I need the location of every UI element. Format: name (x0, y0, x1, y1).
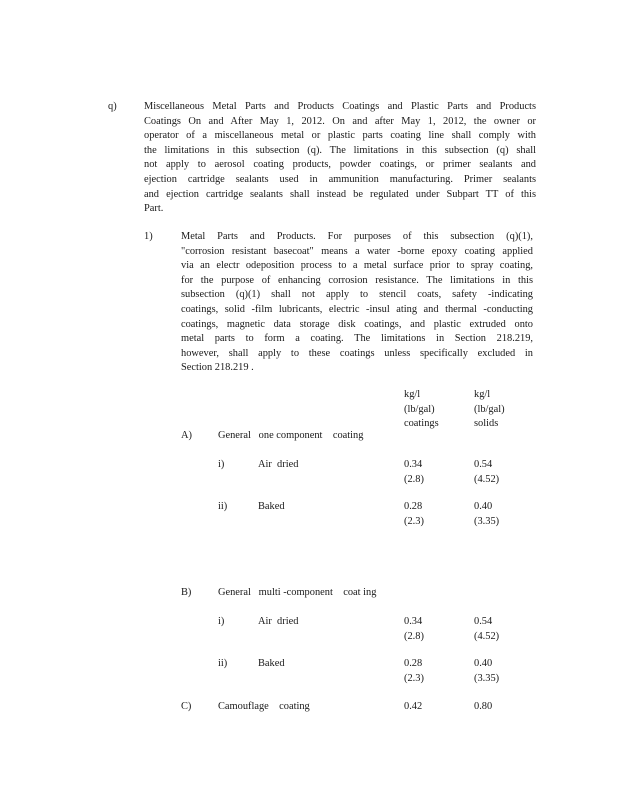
section-q-marker: q) (108, 101, 117, 112)
header-line: (lb/gal) (474, 403, 505, 415)
header-line: (lb/gal) (404, 403, 435, 415)
b-ii-solids-value (474, 657, 499, 686)
value-line: 0.54 (474, 459, 493, 470)
b-ii-label: Baked (258, 658, 285, 669)
paragraph-line: ejection cartridge sealants used in ammunition manufacturing. Primer sealants (144, 173, 536, 185)
paragraph-line: and ejection cartridge sealants shall instead be regulated under Subpart TT of this (144, 188, 536, 200)
header-line: kg/l (474, 389, 491, 400)
value-line: 0.40 (474, 658, 493, 669)
header-line: coatings (404, 418, 439, 430)
a-i-solids-value (474, 458, 499, 487)
b-i-marker: i) (218, 616, 225, 627)
value-line: (2.3) (404, 672, 424, 684)
header-line: kg/l (404, 389, 421, 400)
paragraph-line: "corrosion resistant basecoat" means a water -borne epoxy coating applied (181, 245, 533, 257)
value-line: (3.35) (474, 515, 500, 527)
a-ii-label: Baked (258, 501, 285, 512)
paragraph-line: coatings, solid -film lubricants, electric -insul ating and thermal -conducting (181, 303, 533, 315)
paragraph-line: however, shall apply to these coatings unless specifically excluded in (181, 347, 533, 359)
paragraph-line: operator of a miscellaneous metal or plastic parts coating line shall comply with (144, 130, 536, 142)
value-line: (3.35) (474, 672, 500, 684)
column-header-coatings (404, 388, 439, 432)
paragraph-line: not apply to aerosol coating products, powder coatings, or primer sealants and (144, 159, 536, 171)
paragraph-line: Coatings On and After May 1, 2012. On and after May 1, 2012, the owner or (144, 115, 536, 127)
a-i-label: Air dried (258, 459, 299, 470)
category-b-label: General multi -component coat ing (218, 587, 377, 598)
value-line: (2.8) (404, 630, 424, 642)
a-i-coatings-value (404, 458, 424, 487)
b-i-label: Air dried (258, 616, 299, 627)
category-a-label: General one component coating (218, 430, 364, 441)
paragraph-line: metal parts to form a coating. The limitations in Section 218.219, (181, 333, 533, 345)
item-1-marker: 1) (144, 231, 153, 242)
category-c-marker: C) (181, 701, 192, 712)
paragraph-line: Metal Parts and Products. For purposes of this subsection (q)(1), (181, 231, 533, 242)
column-header-solids (474, 388, 505, 432)
value-line: 0.28 (404, 658, 423, 669)
b-i-coatings-value (404, 615, 424, 644)
paragraph-line: for the purpose of enhancing corrosion resistance. The limitations in this (181, 274, 533, 286)
a-ii-solids-value (474, 500, 499, 529)
value-line: (2.8) (404, 473, 424, 485)
b-ii-coatings-value (404, 657, 424, 686)
b-i-solids-value (474, 615, 499, 644)
category-c-label: Camouflage coating (218, 701, 310, 712)
a-ii-coatings-value (404, 500, 424, 529)
a-ii-marker: ii) (218, 501, 228, 512)
value-line: 0.28 (404, 501, 423, 512)
b-ii-marker: ii) (218, 658, 228, 669)
value-line: (4.52) (474, 630, 500, 642)
a-i-marker: i) (218, 459, 225, 470)
section-q-paragraph (144, 100, 536, 217)
value-line: 0.40 (474, 501, 493, 512)
value-line: (2.3) (404, 515, 424, 527)
value-line: 0.34 (404, 459, 423, 470)
c-coatings-value: 0.42 (404, 701, 423, 712)
paragraph-line: Part. (144, 203, 164, 215)
value-line: 0.34 (404, 616, 423, 627)
paragraph-line: coatings, magnetic data storage disk coatings, and plastic extruded onto (181, 318, 533, 330)
c-solids-value: 0.80 (474, 701, 493, 712)
paragraph-line: Miscellaneous Metal Parts and Products Coatings and Plastic Parts and Products (144, 101, 536, 112)
value-line: (4.52) (474, 473, 500, 485)
header-line: solids (474, 418, 499, 430)
paragraph-line: subsection (q)(1) shall not apply to stencil coats, safety -indicating (181, 289, 533, 301)
paragraph-line: Section 218.219 . (181, 362, 254, 374)
item-1-paragraph (181, 230, 533, 376)
category-b-marker: B) (181, 587, 192, 598)
category-a-marker: A) (181, 430, 192, 441)
paragraph-line: via an electr odeposition process to a metal surface prior to spray coating, (181, 260, 533, 272)
value-line: 0.54 (474, 616, 493, 627)
paragraph-line: the limitations in this subsection (q). The limitations in this subsection (q) shall (144, 144, 536, 156)
